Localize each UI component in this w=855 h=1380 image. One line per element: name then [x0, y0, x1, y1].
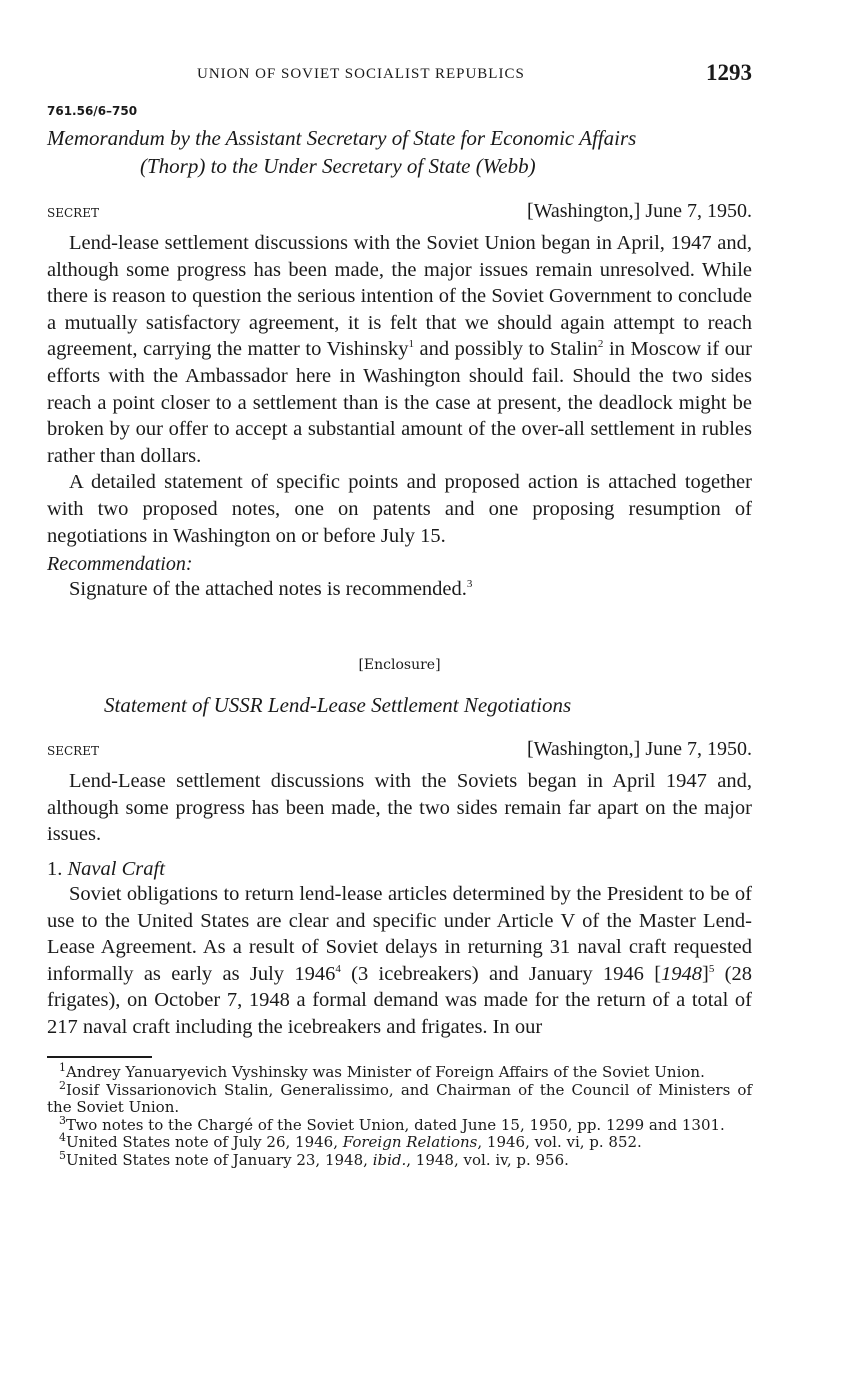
footnote-text: , 1948, vol. iv, p. 956. [406, 1150, 569, 1169]
classification-label: SECRET [47, 744, 99, 759]
date-value: June 7, 1950. [645, 738, 752, 761]
footnote-ref[interactable]: 3 [466, 578, 473, 591]
para-text: (28 frigates), on October 7, 1948 a formal demand was made for the return of a total of 217 naval craft including the icebreakers and frigates. In our [47, 962, 753, 1038]
enclosure-dateline [527, 738, 752, 761]
footnote-mark: 2 [59, 1078, 66, 1092]
date-place: [Washington,] [526, 200, 641, 222]
memo-title-line2: (Thorp) to the Under Secretary of State (Webb) [140, 154, 536, 178]
memo-paragraph-2: A detailed statement of specific points and proposed action is attached together with two proposed notes, one on patents and one proposing resumption of negotiations in Washington on or before July 15. [47, 471, 752, 547]
date-value: June 7, 1950. [645, 200, 752, 222]
memo-title-line1: Memorandum by the Assistant Secretary of State for Economic Affairs [47, 126, 637, 150]
footnote-ref[interactable]: 1 [408, 338, 414, 351]
section-1-paragraph [47, 881, 752, 1041]
memo-paragraph-1 [47, 230, 752, 469]
footnote-text: United States note of January 23, 1948, [66, 1150, 373, 1169]
footnote-1 [47, 1061, 752, 1082]
page-number: 1293 [706, 60, 752, 85]
footnote-text: Iosif Vissarionovich Stalin, Generalissimo, and Chairman of the Council of Ministers of the Soviet Union. [47, 1080, 752, 1117]
footnote-mark: 1 [59, 1061, 66, 1075]
classification-label: SECRET [47, 206, 99, 220]
footnote-ref[interactable]: 5 [708, 962, 715, 975]
section-number: 1. [47, 857, 63, 880]
file-number: 761.56/6–750 [47, 104, 138, 118]
enclosure-paragraph-1: Lend-Lease settlement discussions with the Soviets began in April 1947 and, although some progress has been made, the two sides remain far apart on the major issues. [47, 770, 752, 846]
footnote-text: United States note of July 26, 1946, [66, 1133, 343, 1152]
memo-classification-line [47, 200, 752, 230]
footnote-text: , 1946, vol. vi, p. 852. [477, 1133, 642, 1152]
footnote-3 [47, 1113, 752, 1135]
para-text: (3 icebreakers) and January 1946 [ [340, 962, 662, 985]
para-text: in Moscow if our efforts with the Ambassador here in Washington should fail. Should the two sides reach a point closer to a settlement than is the case at present, the deadlock might be broken by our offer to accept a substantial amount of the over-all settlement in rubles rather than dollars. [47, 338, 753, 467]
footnote-ref[interactable]: 4 [335, 962, 341, 975]
para-text: Signature of the attached notes is recommended. [69, 578, 467, 601]
footnote-4 [47, 1131, 752, 1152]
para-text: Soviet obligations to return lend-lease articles determined by the President to be of use to the United States are clear and specific under Article V of the Master Lend-Lease Agreement. As a result of Soviet delays in returning 31 naval craft requested informally as early as July 1946 [47, 882, 752, 985]
memo-dateline [527, 200, 752, 223]
footnote-text: Two notes to the Chargé of the Soviet Union, dated June 15, 1950, pp. 1299 and 1301. [66, 1115, 725, 1134]
section-title: Naval Craft [67, 857, 165, 880]
para-text: ] [702, 962, 709, 985]
enclosure-classification-line [47, 738, 752, 768]
recommendation-text [47, 576, 752, 602]
footnote-ref[interactable]: 2 [597, 338, 604, 351]
footnote-text: Andrey Yanuaryevich Vyshinsky was Minister of Foreign Affairs of the Soviet Union. [66, 1063, 705, 1082]
footnote-divider [47, 1056, 152, 1058]
footnote-text-italic: ibid. [372, 1150, 407, 1169]
footnote-mark: 3 [59, 1113, 66, 1127]
document-page [47, 60, 752, 1169]
footnote-text-italic: Foreign Relations [342, 1133, 478, 1152]
running-header [47, 60, 752, 94]
para-text: Lend-lease settlement discussions with the Soviet Union began in April, 1947 and, although some progress has been made, the major issues remain unresolved. While there is reason to question the serious intention of the Soviet Government to conclude a mutually satisfactory agreement, it is felt that we should again attempt to reach agreement, carrying the matter to Vishinsky [47, 232, 752, 361]
footnote-mark: 5 [59, 1148, 66, 1162]
recommendation-heading: Recommendation: [47, 553, 193, 576]
footnote-mark: 4 [59, 1131, 66, 1145]
date-place: [Washington,] [526, 738, 641, 761]
footnote-2 [47, 1078, 752, 1117]
footnote-5 [47, 1148, 752, 1170]
footnotes [47, 1061, 752, 1169]
running-title: UNION OF SOVIET SOCIALIST REPUBLICS [197, 66, 525, 82]
enclosure-label: [Enclosure] [358, 657, 441, 674]
memo-title [47, 124, 752, 180]
para-text-italic: 1948 [661, 962, 703, 985]
para-text: and possibly to Stalin [413, 338, 598, 361]
section-heading [47, 858, 752, 881]
statement-title: Statement of USSR Lend-Lease Settlement Negotiations [104, 693, 572, 718]
